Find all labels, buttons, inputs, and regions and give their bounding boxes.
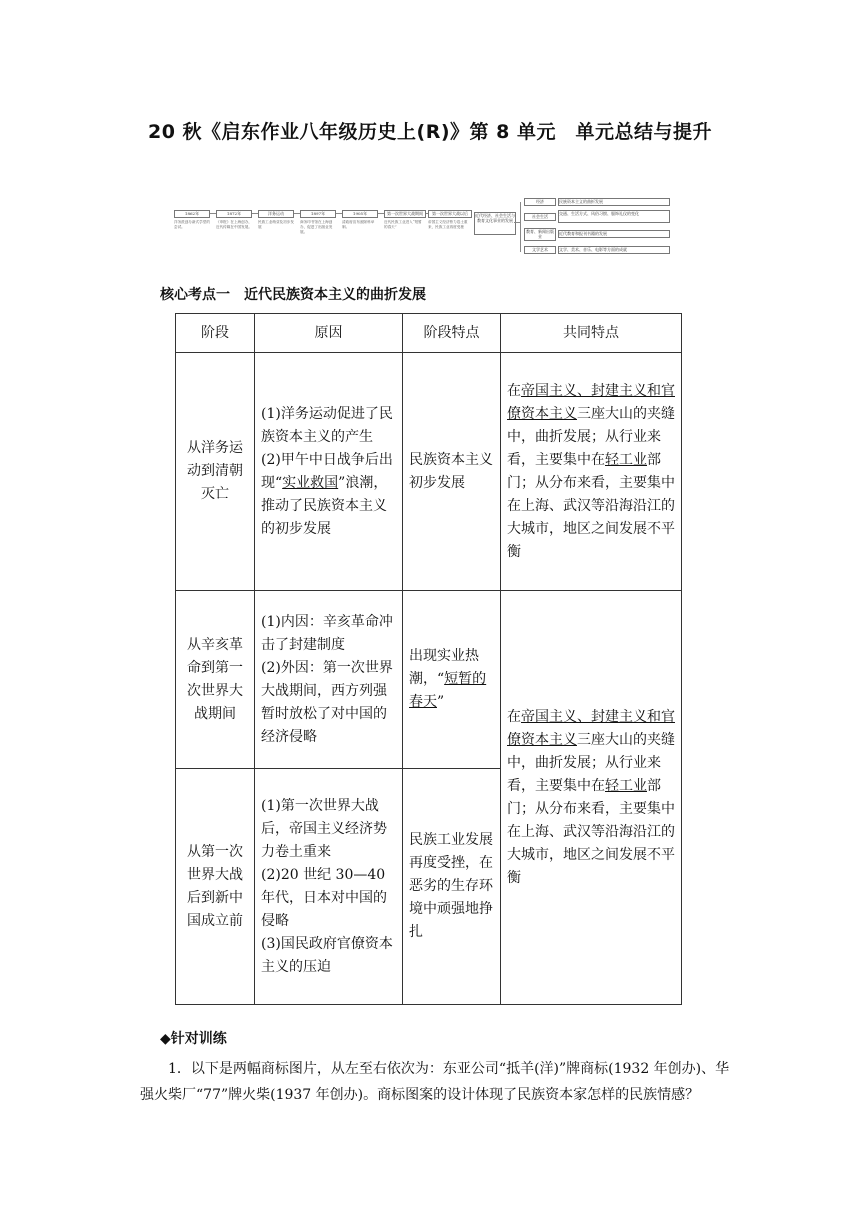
feature-cell: 民族工业发展再度受挫，在恶劣的生存环境中顽强地挣扎 (403, 769, 501, 1005)
timeline-note: 商务印书馆在上海创办，促进了出版业发展。 (300, 220, 333, 234)
stage-cell: 从第一次世界大战后到新中国成立前 (176, 769, 255, 1005)
branch-detail: 民族资本主义的曲折发展 (558, 198, 670, 206)
feature-text: 出现实业热潮，“ (409, 648, 479, 687)
branch-label: 文学艺术 (524, 246, 556, 254)
branch-detail: 文学、美术、音乐、电影等方面的成就 (558, 246, 670, 254)
timeline-node: 1862年 (174, 210, 210, 218)
document-title: 20 秋《启东作业八年级历史上(R)》第 8 单元 单元总结与提升 (147, 121, 712, 143)
table-row (176, 353, 682, 591)
timeline-note: 清政府宣布废除科举制。 (342, 220, 375, 229)
cause-item: (1)第一次世界大战后，帝国主义经济势力卷土重来 (261, 797, 387, 860)
timeline-node: 第一次世界大战以后 (428, 210, 472, 218)
cause-item: (2)20 世纪 30—40 年代，日本对中国的侵略 (261, 866, 387, 929)
column-header: 阶段 (176, 314, 255, 353)
cause-item (261, 449, 396, 541)
table-header-row (176, 314, 682, 353)
feature-cell: 民族资本主义初步发展 (403, 353, 501, 591)
feature-cell (403, 591, 501, 769)
table-row (176, 591, 682, 769)
underlined-keyword: 帝国主义、封建主义和官僚资本主义 (507, 382, 675, 422)
underlined-keyword: 短暂的春天 (409, 671, 487, 710)
timeline-node: 1872年 (216, 210, 252, 218)
cause-cell (255, 591, 403, 769)
mind-map-center: 近代经济、社会生活与教育文化事业的发展 (474, 212, 516, 235)
underlined-keyword: 帝国主义、封建主义和官僚资本主义 (507, 708, 675, 748)
branch-label: 教育、新闻出版业 (526, 229, 554, 239)
timeline-node: 洋务运动 (258, 210, 294, 218)
connector (520, 202, 521, 252)
timeline-note: 帝国主义经济势力卷土重来，民族工业再度受挫 (428, 220, 468, 229)
cause-text: ”浪潮，推动了民族资本主义的初步发展 (261, 474, 388, 537)
stage-cell: 从辛亥革命到第一次世界大战期间 (176, 591, 255, 769)
stage-cell: 从洋务运动到清朝灭亡 (176, 353, 255, 591)
underlined-keyword: 轻工业 (605, 777, 647, 794)
timeline-node: 1897年 (300, 210, 336, 218)
column-header: 原因 (255, 314, 403, 353)
feature-text: ” (437, 694, 445, 710)
common-feature-cell (501, 353, 682, 591)
timeline-node: 1905年 (342, 210, 378, 218)
unit-mind-map (170, 196, 690, 258)
timeline-note: 民族工业萌芽及初步发展 (258, 220, 294, 229)
training-heading: ◆针对训练 (160, 1031, 227, 1047)
underlined-keyword: 实业救国 (282, 474, 339, 491)
common-text: 三座大山的夹缝中，曲折发展；从行业来看，主要集中在 (507, 405, 675, 468)
column-header: 阶段特点 (403, 314, 501, 353)
cause-text: (2)甲午中日战争后出现“ (261, 451, 393, 491)
common-text: 三座大山的夹缝中，曲折发展；从行业来看，主要集中在 (507, 731, 675, 794)
common-text: 在 (507, 708, 521, 725)
timeline-note: 近代民族工业进入“短暂的春天” (384, 220, 422, 229)
branch-label: 经济 (524, 198, 556, 206)
common-feature-cell (501, 591, 682, 1005)
cause-item: (2)外因：第一次世界大战期间，西方列强暂时放松了对中国的经济侵略 (261, 659, 393, 745)
branch-detail: 交通、生活方式、风俗习惯、服饰礼仪的变化 (558, 210, 670, 223)
timeline-note: 洋务派创办新式学堂的尝试。 (174, 220, 210, 229)
section-heading: 核心考点一 近代民族资本主义的曲折发展 (160, 287, 426, 303)
timeline-note: 《申报》在上海创办，近代传媒在中国发展。 (216, 220, 252, 229)
common-text: 部门；从分布来看，主要集中在上海、武汉等沿海沿江的大城市，地区之间发展不平衡 (507, 451, 675, 560)
underlined-keyword: 轻工业 (605, 451, 647, 468)
branch-detail: 近代教育和报刊书籍的发展 (558, 230, 670, 238)
cause-item: (1)内因：辛亥革命冲击了封建制度 (261, 613, 393, 653)
timeline-node: 第一次世界大战期间 (384, 210, 426, 218)
column-header: 共同特点 (501, 314, 682, 353)
cause-cell (255, 769, 403, 1005)
cause-item: (1)洋务运动促进了民族资本主义的产生 (261, 405, 393, 445)
common-text: 部门；从分布来看，主要集中在上海、武汉等沿海沿江的大城市，地区之间发展不平衡 (507, 777, 675, 886)
branch-label: 社会生活 (524, 213, 556, 221)
question-text: 1．以下是两幅商标图片，从左至右依次为：东亚公司“抵羊(洋)”牌商标(1932 年创办)、华强火柴厂“77”牌火柴(1937 年创办)。商标图案的设计体现了民族资本家怎样的民族情感？ (140, 1061, 730, 1103)
cause-item: (3)国民政府官僚资本主义的压迫 (261, 935, 393, 975)
common-text: 在 (507, 382, 521, 399)
capitalism-development-table (175, 313, 682, 1005)
cause-cell (255, 353, 403, 591)
